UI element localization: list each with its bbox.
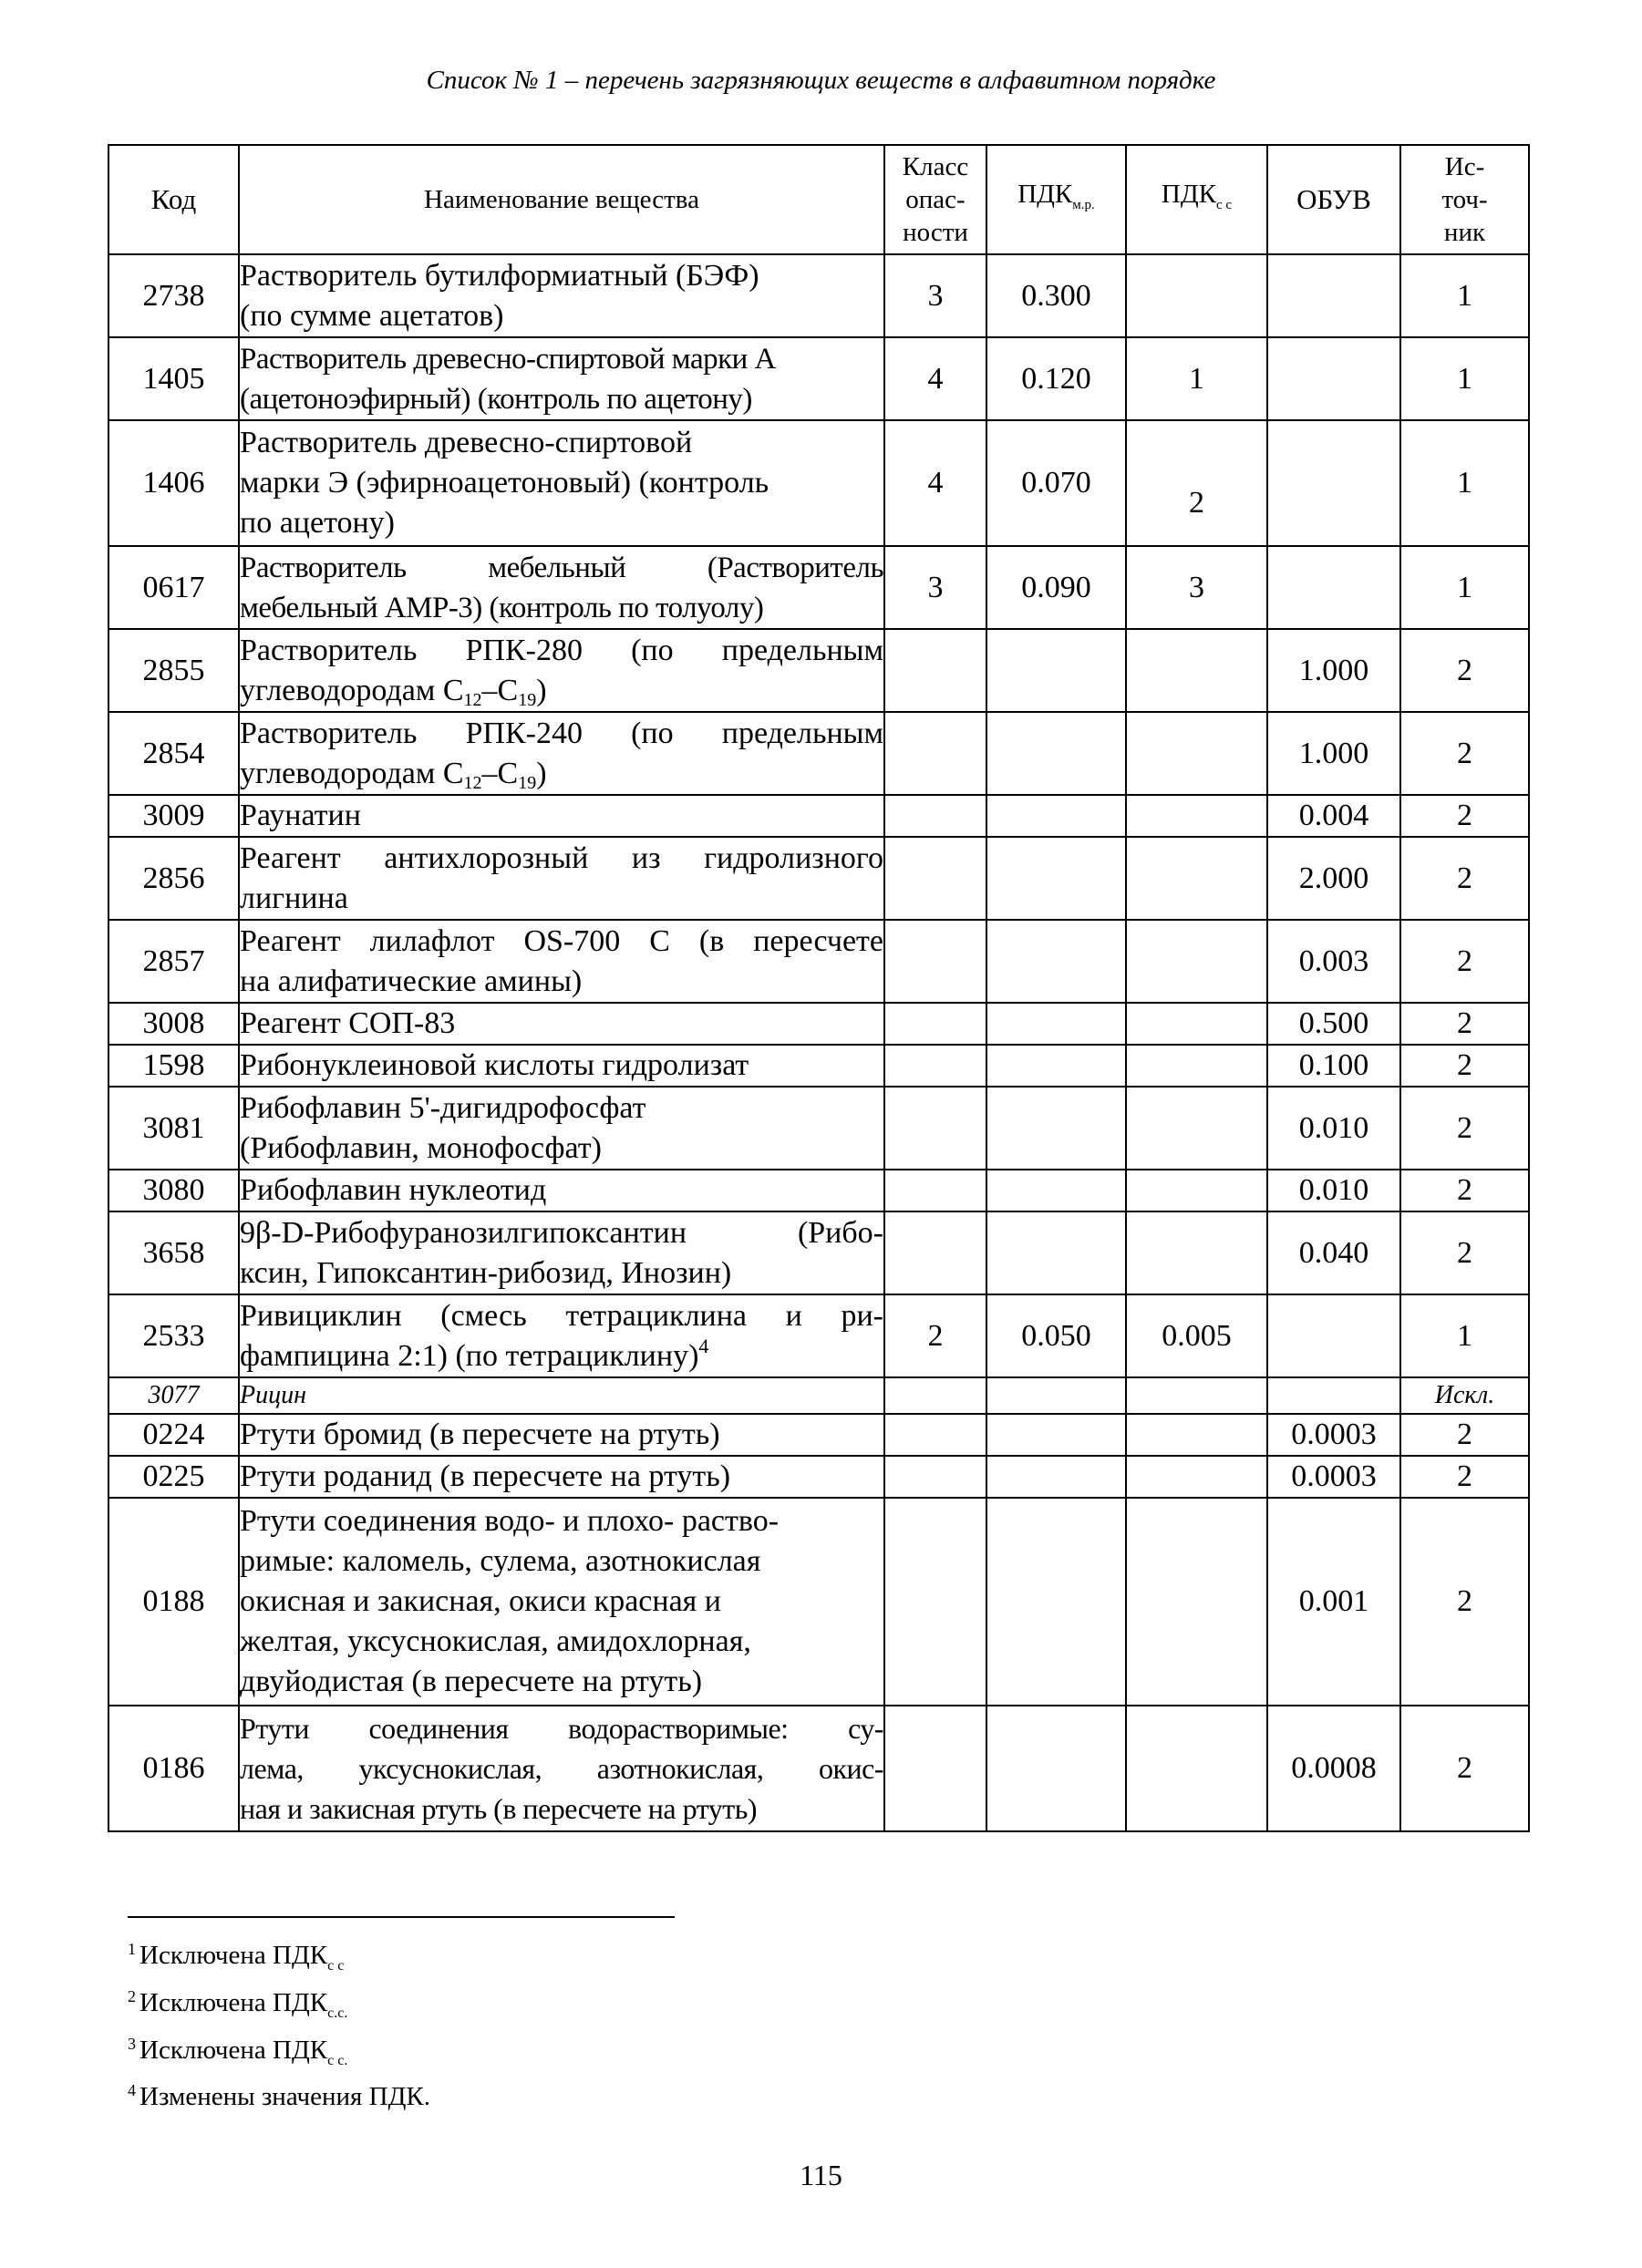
row-pdk-ss [1126,1377,1267,1414]
name-line: Растворитель древесно-спиртовой марки А [240,342,776,376]
footnote-number: 3 [128,2034,136,2053]
name-line: (по сумме ацетатов) [240,298,504,333]
row-code: 0188 [108,1498,239,1706]
row-source: 2 [1400,1456,1529,1498]
row-source: 2 [1400,1706,1529,1831]
row-obuv: 0.100 [1267,1045,1400,1087]
header-hazard-line: ности [903,218,968,247]
table-row [108,1045,1529,1087]
header-pdk-mr-sub: м.р. [1072,197,1095,212]
row-source: 1 [1400,254,1529,337]
row-pdk-mr [986,837,1126,920]
row-pdk-ss [1126,629,1267,712]
table-row-excluded [108,1377,1529,1414]
footnote-ref: 4 [698,1334,709,1357]
row-obuv: 0.003 [1267,920,1400,1003]
row-source: 1 [1400,1294,1529,1377]
row-source: 2 [1400,1414,1529,1456]
row-obuv: 0.001 [1267,1498,1400,1706]
header-hazard-line: Класс [902,152,969,181]
name-line: 9β-D-Рибофуранозилгипоксантин (Рибо- [240,1215,883,1250]
name-line: Рицин [240,1381,306,1409]
table-header-row [108,145,1529,254]
row-name [239,1087,884,1170]
name-line: ная и закисная ртуть (в пересчете на ртуть) [240,1792,757,1825]
footnote-text: Исключена ПДК [139,1987,328,2017]
row-pdk-ss [1126,837,1267,920]
name-part: –C [481,756,519,790]
row-pdk-mr [986,1087,1126,1170]
row-pdk-ss [1126,254,1267,337]
row-pdk-ss [1126,712,1267,795]
header-obuv: ОБУВ [1267,145,1400,254]
row-hazard: 4 [884,337,986,420]
header-pdk-ss-sub: с с [1216,197,1233,212]
row-name [239,629,884,712]
table-row [108,1498,1529,1706]
row-pdk-mr [986,1456,1126,1498]
row-obuv: 0.0008 [1267,1706,1400,1831]
footnote-sub: с с. [327,2052,348,2068]
row-code: 3009 [108,795,239,837]
table-row [108,795,1529,837]
row-hazard [884,629,986,712]
name-part: углеводородам C [240,756,464,790]
row-hazard: 4 [884,420,986,546]
name-line: Растворитель древесно-спиртовой [240,426,693,459]
row-pdk-mr: 0.300 [986,254,1126,337]
row-source: 2 [1400,712,1529,795]
name-line: Растворитель бутилформиатный (БЭФ) [240,258,759,293]
footnote-text: Изменены значения ПДК. [139,2082,430,2112]
table-row [108,629,1529,712]
table-row [108,712,1529,795]
row-pdk-ss [1126,1170,1267,1211]
row-name [239,1456,884,1498]
row-hazard [884,1456,986,1498]
row-name [239,1045,884,1087]
name-line [240,1336,883,1376]
row-pdk-ss [1126,1045,1267,1087]
row-pdk-mr [986,1003,1126,1045]
row-pdk-mr [986,1498,1126,1706]
row-hazard: 3 [884,254,986,337]
name-line: Растворитель мебельный (Растворитель [240,551,883,584]
name-line: Раунатин [240,799,361,832]
row-pdk-ss [1126,1211,1267,1294]
row-name [239,1706,884,1831]
name-line: Рибофлавин нуклеотид [240,1173,547,1207]
footnote-text: Исключена ПДК [139,2035,328,2065]
footnote-divider [128,1916,675,1918]
row-name [239,712,884,795]
row-code: 2855 [108,629,239,712]
row-obuv: 2.000 [1267,837,1400,920]
table-row [108,1211,1529,1294]
name-part: ) [536,673,547,707]
page-header: Список № 1 – перечень загрязняющих веществ в алфавитном порядке [426,66,1216,95]
row-hazard [884,1170,986,1211]
row-source: 2 [1400,1087,1529,1170]
row-code: 0186 [108,1706,239,1831]
header-source-line: точ- [1441,185,1488,214]
footnote-number: 1 [128,1940,136,1958]
name-line: Ривициклин (смесь тетрациклина и ри- [240,1298,883,1333]
row-code: 2856 [108,837,239,920]
row-source: 2 [1400,1045,1529,1087]
name-line: Ртути бромид (в пересчете на ртуть) [240,1418,720,1451]
row-name [239,1498,884,1706]
row-pdk-mr [986,1414,1126,1456]
footnote [128,2078,430,2115]
row-obuv: 0.010 [1267,1170,1400,1211]
name-line: Ртути роданид (в пересчете на ртуть) [240,1459,731,1493]
row-code: 0224 [108,1414,239,1456]
name-subscript: 12 [463,689,482,710]
row-source: 2 [1400,837,1529,920]
row-pdk-mr [986,629,1126,712]
name-line: римые: каломель, сулема, азотнокислая [240,1544,761,1578]
row-obuv [1267,337,1400,420]
name-line: марки Э (эфирноацетоновый) (контроль [240,466,769,500]
row-name [239,1377,884,1414]
footnote-sub: с с [327,1957,345,1974]
name-line: мебельный АМР-3) (контроль по толуолу) [240,591,764,624]
row-pdk-ss-footnote: 1 [1126,337,1267,420]
row-code: 3080 [108,1170,239,1211]
row-name [239,420,884,546]
row-hazard [884,1087,986,1170]
row-code: 2857 [108,920,239,1003]
row-pdk-mr [986,1377,1126,1414]
row-hazard [884,795,986,837]
name-subscript: 19 [518,689,537,710]
row-name [239,1170,884,1211]
name-line: Рибофлавин 5'-дигидрофосфат [240,1090,646,1125]
row-source: 2 [1400,1211,1529,1294]
row-name [239,337,884,420]
row-obuv: 0.0003 [1267,1414,1400,1456]
header-pdk-ss-text: ПДК [1161,180,1216,210]
row-pdk-mr: 0.090 [986,546,1126,629]
header-hazard-class [884,145,986,254]
row-code: 2738 [108,254,239,337]
row-name [239,795,884,837]
row-pdk-ss [1126,920,1267,1003]
row-hazard [884,1414,986,1456]
name-line: на алифатические амины) [240,964,583,998]
row-pdk-ss [1126,1456,1267,1498]
table-row [108,546,1529,629]
name-line: Реагент лилафлот OS-700 С (в пересчете [240,923,883,958]
table-row [108,254,1529,337]
row-hazard [884,1211,986,1294]
name-line: (Рибофлавин, монофосфат) [240,1130,602,1165]
row-hazard [884,1003,986,1045]
table-row [108,1087,1529,1170]
row-hazard [884,837,986,920]
row-pdk-mr: 0.120 [986,337,1126,420]
name-line [240,754,883,794]
row-code: 2533 [108,1294,239,1377]
name-line: Реагент антихлорозный из гидролизного [240,840,883,875]
row-obuv [1267,1294,1400,1377]
row-source: 1 [1400,420,1529,546]
name-part: углеводородам C [240,673,464,707]
name-part: ) [536,756,547,790]
row-code: 3658 [108,1211,239,1294]
row-source: 2 [1400,1498,1529,1706]
row-source: 2 [1400,795,1529,837]
row-obuv [1267,420,1400,546]
name-line: Рибонуклеиновой кислоты гидролизат [240,1048,749,1082]
row-code: 2854 [108,712,239,795]
row-source: 2 [1400,1003,1529,1045]
row-name [239,546,884,629]
row-obuv [1267,254,1400,337]
row-name [239,1003,884,1045]
header-code: Код [108,145,239,254]
table-row [108,420,1529,546]
footnote-sub: с.с. [327,2005,348,2021]
row-pdk-ss-footnote: 3 [1126,546,1267,629]
row-hazard: 2 [884,1294,986,1377]
row-pdk-mr [986,712,1126,795]
pollutants-table [108,144,1530,1832]
name-line: Растворитель РПК-240 (по предельным [240,716,883,750]
footnote-text: Исключена ПДК [139,1941,328,1970]
row-hazard: 3 [884,546,986,629]
row-code: 3077 [108,1377,239,1414]
row-obuv: 0.040 [1267,1211,1400,1294]
name-line: Ртути соединения водорастворимые: су- [240,1712,883,1745]
row-hazard [884,1706,986,1831]
row-source: 2 [1400,920,1529,1003]
row-hazard [884,920,986,1003]
row-pdk-ss [1126,1414,1267,1456]
row-pdk-mr: 0.050 [986,1294,1126,1377]
row-obuv [1267,1377,1400,1414]
table-row [108,1414,1529,1456]
table-row [108,337,1529,420]
table-row [108,1456,1529,1498]
footnotes [128,1937,430,2115]
table-row [108,1170,1529,1211]
name-line: Растворитель РПК-280 (по предельным [240,633,883,667]
row-name [239,1211,884,1294]
header-pdk-ss [1126,145,1267,254]
table-row [108,1706,1529,1831]
name-part: фампицина 2:1) (по тетрациклину) [240,1338,699,1373]
row-source: 2 [1400,1170,1529,1211]
name-part: –C [481,673,519,707]
row-code: 1405 [108,337,239,420]
row-obuv: 1.000 [1267,629,1400,712]
name-line: лема, уксуснокислая, азотнокислая, окис- [240,1752,883,1785]
footnote-number: 4 [128,2081,136,2100]
row-obuv: 1.000 [1267,712,1400,795]
footnote [128,1984,430,2032]
row-pdk-ss-footnote: 2 [1126,420,1267,546]
row-code: 1598 [108,1045,239,1087]
row-source: Искл. [1400,1377,1529,1414]
name-line: желтая, уксуснокислая, амидохлорная, [240,1624,751,1658]
row-obuv [1267,546,1400,629]
name-subscript: 19 [518,772,537,793]
row-pdk-mr [986,1170,1126,1211]
row-code: 3081 [108,1087,239,1170]
name-line: лигнина [240,881,348,915]
row-pdk-mr [986,1045,1126,1087]
page-number: 115 [800,2159,842,2191]
row-name [239,1414,884,1456]
row-code: 3008 [108,1003,239,1045]
row-pdk-mr [986,795,1126,837]
row-pdk-ss [1126,1087,1267,1170]
row-source: 2 [1400,629,1529,712]
row-pdk-ss [1126,1706,1267,1831]
table-row [108,1294,1529,1377]
row-source: 1 [1400,337,1529,420]
header-name: Наименование вещества [239,145,884,254]
header-source-line: Ис- [1444,152,1485,181]
table-row [108,1003,1529,1045]
header-pdk-mr [986,145,1126,254]
row-hazard [884,1045,986,1087]
row-code: 0225 [108,1456,239,1498]
row-pdk-ss [1126,1003,1267,1045]
row-obuv: 0.010 [1267,1087,1400,1170]
table-row [108,837,1529,920]
footnote [128,2032,430,2079]
row-hazard [884,1498,986,1706]
row-hazard [884,1377,986,1414]
row-pdk-mr [986,1211,1126,1294]
row-name [239,254,884,337]
row-name [239,1294,884,1377]
name-line: по ацетону) [240,506,395,540]
row-code: 1406 [108,420,239,546]
row-pdk-ss [1126,1498,1267,1706]
row-pdk-ss: 0.005 [1126,1294,1267,1377]
name-line: Реагент СОП-83 [240,1006,456,1040]
name-line: Ртути соединения водо- и плохо- раство- [240,1504,780,1538]
row-obuv: 0.004 [1267,795,1400,837]
name-line: (ацетоноэфирный) (контроль по ацетону) [240,382,752,416]
row-name [239,837,884,920]
row-name [239,920,884,1003]
row-source: 1 [1400,546,1529,629]
name-line [240,671,883,711]
row-pdk-mr: 0.070 [986,420,1126,546]
name-subscript: 12 [463,772,482,793]
row-pdk-ss [1126,795,1267,837]
row-obuv: 0.0003 [1267,1456,1400,1498]
table-row [108,920,1529,1003]
footnote [128,1937,430,1984]
header-pdk-mr-text: ПДК [1017,180,1073,210]
name-line: ксин, Гипоксантин-рибозид, Инозин) [240,1255,732,1290]
name-line: окисная и закисная, окиси красная и [240,1584,721,1618]
header-hazard-line: опас- [905,185,966,214]
row-obuv: 0.500 [1267,1003,1400,1045]
row-pdk-mr [986,1706,1126,1831]
header-source [1400,145,1529,254]
row-code: 0617 [108,546,239,629]
row-pdk-mr [986,920,1126,1003]
footnote-number: 2 [128,1986,136,2005]
name-line: двуйодистая (в пересчете на ртуть) [240,1665,703,1698]
row-hazard [884,712,986,795]
header-source-line: ник [1443,218,1486,247]
